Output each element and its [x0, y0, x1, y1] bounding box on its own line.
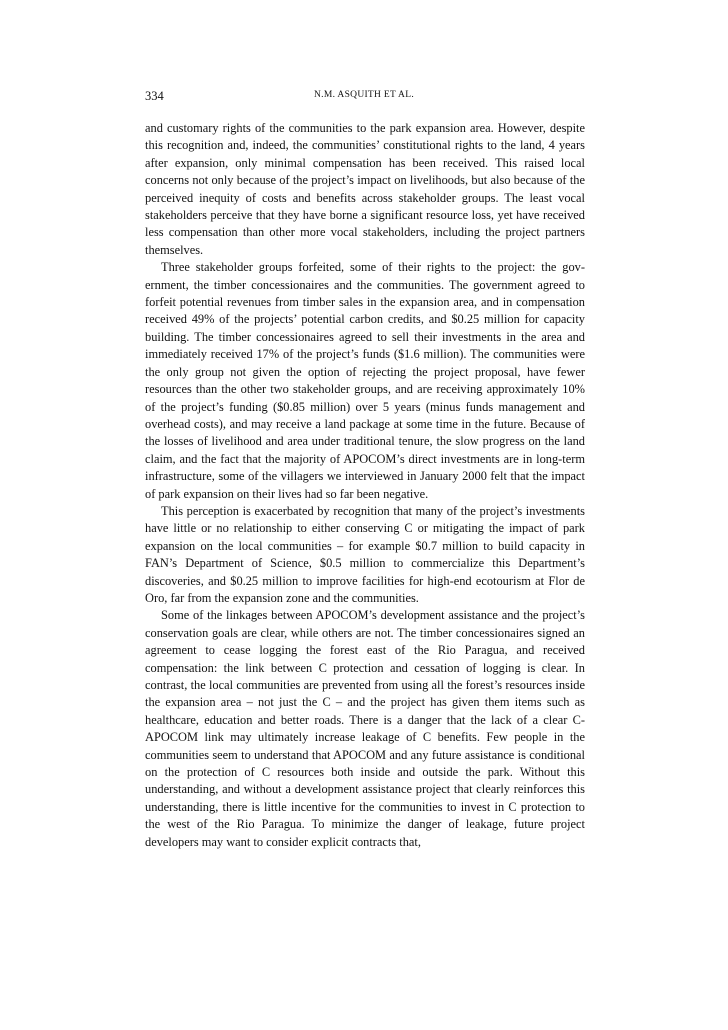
paragraph-4: Some of the linkages between APOCOM’s development assistance and the project’s conservation goals are clear, while others are not. The timber concessionaires signed an agreement to cease logging the forest east of the Rio Paragua, and received compensation: the link between C protection and cessation of logging is clear. In contrast, the local communities are prevented from using all the forest’s resources inside the expansion area – not just the C – and the project has given them items such as healthcare, education and better roads. There is a danger that the lack of a clear C-APOCOM link may ultimately increase leakage of C benefits. Few people in the communities seem to understand that APOCOM and any future assistance is conditional on the protection of C resources both inside and outside the park. Without this understanding, and without a development assistance project that clearly reinforces this understanding, there is little incentive for the communities to invest in C protection to the west of the Rio Paragua. To minimize the danger of leakage, future project developers may want to consider explicit contracts that,: [145, 608, 585, 849]
paragraph-2: Three stakeholder groups forfeited, some of their rights to the project: the government, the timber concessionaires and the communities. The government agreed to forfeit potential revenues from timber sales in the expansion area, and in compensation received 49% of the projects’ potential carbon credits, and $0.25 million for capacity building. The timber concessionaires agreed to sell their investments in the area and immediately received 17% of the project’s funds ($1.6 million). The communities were the only group not given the option of rejecting the project proposal, have fewer resources than the other two stakeholder groups, and are receiving approximately 10% of the project’s funding ($0.85 million) over 5 years (minus funds management and overhead costs), and may receive a land package at some time in the future. Because of the losses of livelihood and area under traditional tenure, the slow progress on the land claim, and the fact that the majority of APOCOM’s direct investments are in long-term infrastructure, some of the villagers we interviewed in January 2000 felt that the impact of park expansion on their lives had so far been negative.: [145, 260, 585, 501]
body-text: [145, 120, 585, 851]
page-number: 334: [145, 89, 164, 103]
running-head-authors: N.M. ASQUITH ET AL.: [314, 90, 414, 100]
running-head: [145, 89, 585, 105]
paragraph-3: This perception is exacerbated by recognition that many of the project’s investments have little or no relationship to either conserving C or mitigating the impact of park expansion on the local communities – for example $0.7 million to build capacity in FAN’s Department of Science, $0.5 million to commercialize this Department’s discoveries, and $0.25 million to improve facilities for high-end ecotourism at Flor de Oro, far from the expansion zone and the communities.: [145, 503, 585, 605]
paragraph-1: and customary rights of the communities to the park expansion area. However, despite this recognition and, indeed, the communities’ constitutional rights to the land, 4 years after expansion, only minimal compensation has been received. This raised local concerns not only because of the project’s impact on livelihoods, but also because of the perceived inequity of costs and benefits across stakeholder groups. The least vocal stakeholders perceive that they have borne a significant resource loss, yet have received less compensation than other more vocal stakeholders, including the project partners themselves.: [145, 121, 585, 257]
